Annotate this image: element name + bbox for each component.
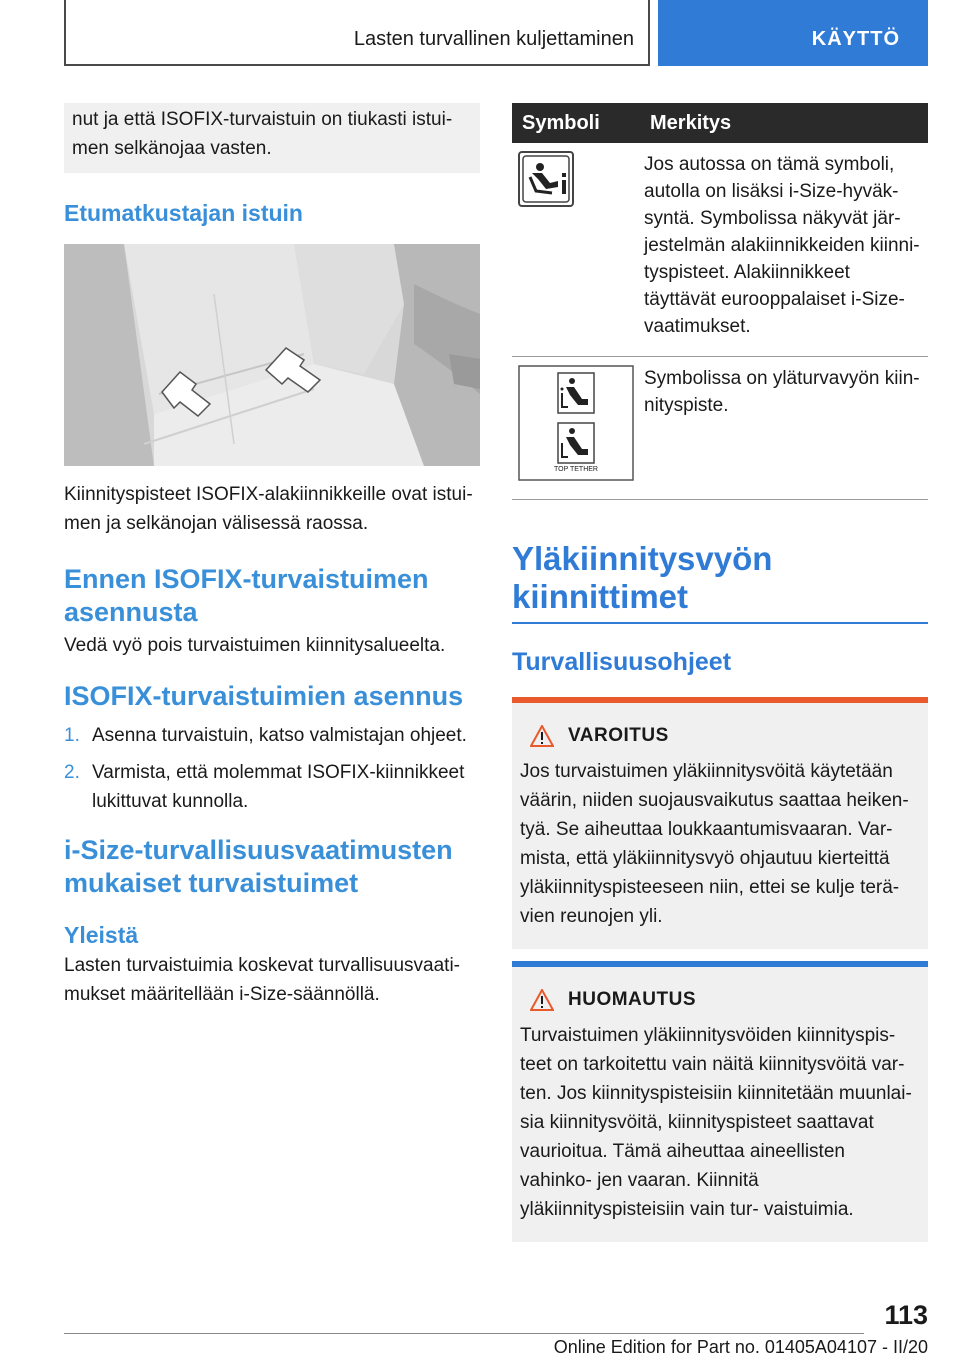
step-text: Varmista, että molemmat ISOFIX-kiinnikkeet lukittuvat kunnolla. <box>92 762 465 812</box>
seat-photo <box>64 244 480 466</box>
notice-header <box>530 989 920 1011</box>
section-label: KÄYTTÖ <box>811 28 900 50</box>
left-column <box>64 103 480 1009</box>
col-header-meaning: Merkitys <box>640 103 928 143</box>
symbol-cell <box>512 357 640 500</box>
header-section-tab <box>658 0 928 66</box>
top-tether-label: TOP TETHER <box>554 466 598 473</box>
warning-box <box>512 697 928 949</box>
install-steps <box>64 721 480 816</box>
warning-body <box>512 703 928 949</box>
step-number: 1. <box>64 725 80 746</box>
notice-triangle-icon <box>530 989 554 1011</box>
edition-note: Online Edition for Part no. 01405A04107 - II/20 <box>553 1337 928 1357</box>
general-heading: Yleistä <box>64 922 139 948</box>
before-install-heading: Ennen ISOFIX-turvaistuimen asennusta <box>64 564 429 627</box>
list-item <box>64 758 480 816</box>
isize-heading: i-Size-turvallisuusvaatimusten mukaiset turvaistuimet <box>64 835 453 898</box>
warning-triangle-icon <box>530 725 554 747</box>
table-row <box>512 143 928 357</box>
notice-label: HUOMAUTUS <box>568 989 696 1010</box>
tether-main-heading: Yläkiinnitysvyön kiinnittimet <box>512 540 928 624</box>
page-header <box>0 0 960 66</box>
symbol-table <box>512 103 928 500</box>
top-tether-icon <box>518 365 634 481</box>
step-number: 2. <box>64 762 80 783</box>
notice-text: Turvaistuimen yläkiinnitysvöiden kiinnityspis- teet on tarkoitettu vain näitä kiinnitysvöitä var- ten. Jos kiinnityspisteisiin kiinnitetään muunlai- sia kiinnitysvöitä, kiinnityspisteet saattavat vaurioitua. Tämä aiheuttaa aineellisten vahinko- jen vaaran. Kiinnitä yläkiinnityspisteisiin vain tur- vaistuimia. <box>520 1025 912 1220</box>
meaning-cell: Jos autossa on tämä symboli, autolla on lisäksi i-Size-hyväk- syntä. Symbolissa näkyvät jär- jestelmän alakiinnikkeiden kiinni- tyspisteet. Alakiinnikkeet täyttävät eurooppalaiset i-Size- vaatimukset. <box>640 143 928 357</box>
intro-box <box>64 103 480 173</box>
intro-text: nut ja että ISOFIX-turvaistuin on tiukasti istui- men selkänojaa vasten. <box>72 109 453 159</box>
notice-box <box>512 961 928 1242</box>
isize-seat-icon <box>518 151 574 207</box>
seat-isofix-image <box>64 244 480 466</box>
header-title-box <box>64 0 650 66</box>
warning-header <box>530 725 920 747</box>
front-seat-heading: Etumatkustajan istuin <box>64 200 303 226</box>
photo-caption: Kiinnityspisteet ISOFIX-alakiinnikkeille ovat istui- men ja selkänojan välisessä raossa. <box>64 484 473 534</box>
meaning-cell: Symbolissa on yläturvavyön kiin- nityspiste. <box>640 357 928 500</box>
footer-rule <box>64 1333 864 1334</box>
step-text: Asenna turvaistuin, katso valmistajan ohjeet. <box>92 725 467 746</box>
install-heading: ISOFIX-turvaistuimien asennus <box>64 681 464 711</box>
chapter-title: Lasten turvallinen kuljettaminen <box>353 28 634 50</box>
col-header-symbol: Symboli <box>512 103 640 143</box>
table-row <box>512 357 928 500</box>
before-install-text: Vedä vyö pois turvaistuimen kiinnitysalueelta. <box>64 635 446 656</box>
warning-label: VAROITUS <box>568 725 669 746</box>
safety-heading: Turvallisuusohjeet <box>512 648 732 676</box>
page-number: 113 <box>884 1300 928 1330</box>
warning-text: Jos turvaistuimen yläkiinnitysvöitä käytetään väärin, niiden suojausvaikutus saattaa heiken- tyä. Se aiheuttaa loukkaantumisvaaran. Var- mista, että yläkiinnitysvyö ohjautuu kierteittä yläkiinnityspisteeseen niin, ettei se kulje terä- vien reunojen yli. <box>520 761 909 927</box>
symbol-cell <box>512 143 640 357</box>
list-item <box>64 721 480 750</box>
notice-body <box>512 967 928 1242</box>
general-text: Lasten turvaistuimia koskevat turvallisuusvaati- mukset määritellään i-Size-säännöllä. <box>64 955 461 1005</box>
right-column <box>512 103 928 1242</box>
